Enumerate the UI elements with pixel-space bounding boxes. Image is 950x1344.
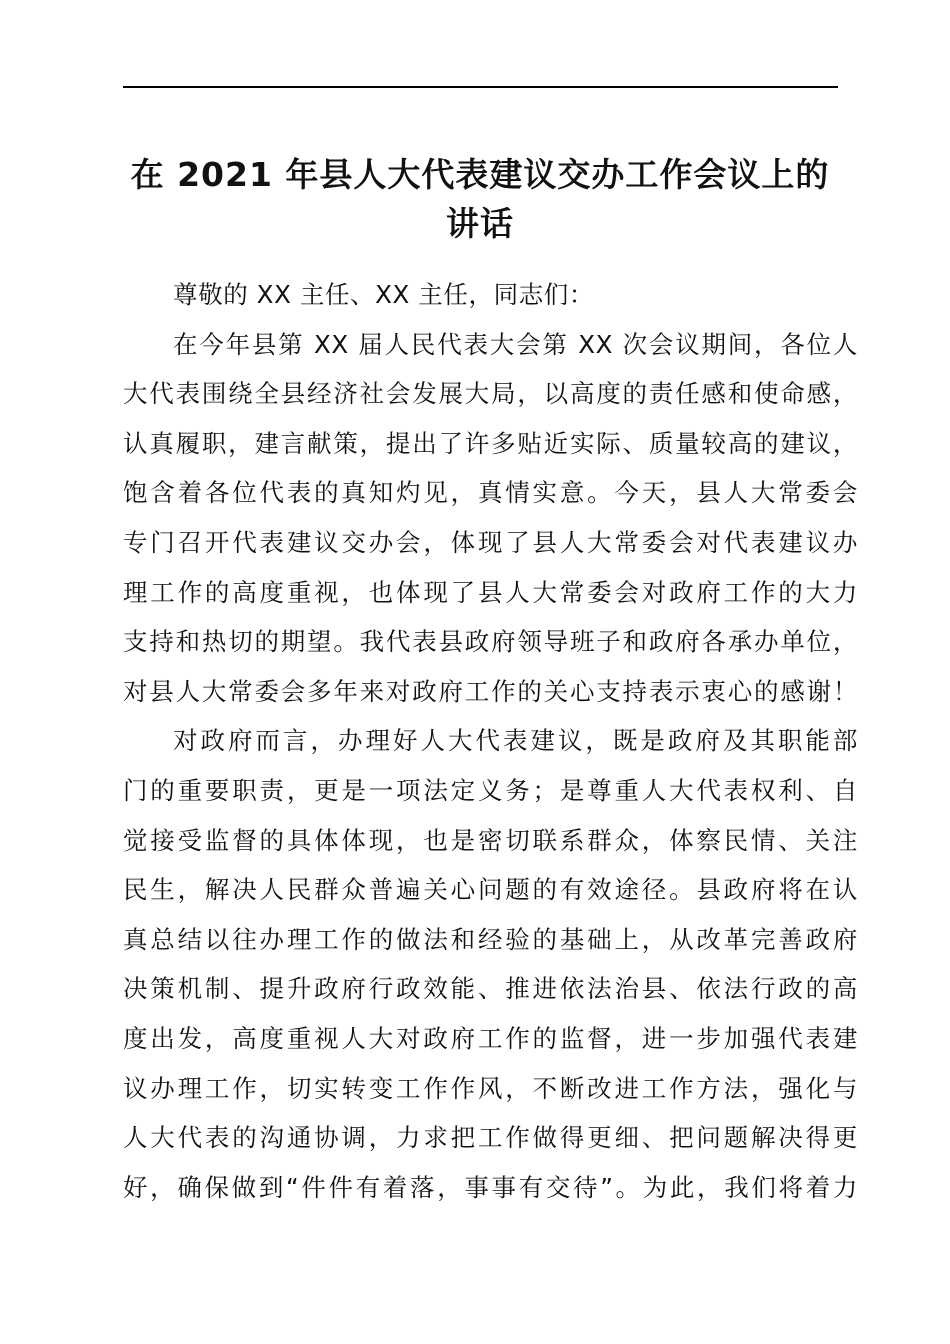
text-line: 人大代表的沟通协调，力求把工作做得更细、把问题解决得更 [123, 1123, 858, 1153]
text-line: 支持和热切的期望。我代表县政府领导班子和政府各承办单位， [123, 627, 858, 657]
text-line: 理工作的高度重视，也体现了县人大常委会对政府工作的大力 [123, 577, 858, 607]
speech-body [123, 270, 858, 1212]
text-line: 度出发，高度重视人大对政府工作的监督，进一步加强代表建 [123, 1023, 858, 1053]
salutation: 尊敬的 XX 主任、XX 主任，同志们： [173, 280, 594, 309]
text-line: 好，确保做到“件件有着落，事事有交待”。为此，我们将着力 [123, 1172, 858, 1202]
text-line: 对县人大常委会多年来对政府工作的关心支持表示衷心的感谢！ [123, 676, 858, 706]
text-line: 对政府而言，办理好人大代表建议，既是政府及其职能部 [173, 726, 858, 756]
text-line: 门的重要职责，更是一项法定义务；是尊重人大代表权利、自 [123, 775, 858, 805]
text-line: 在今年县第 XX 届人民代表大会第 XX 次会议期间，各位人 [173, 329, 858, 359]
text-line: 大代表围绕全县经济社会发展大局，以高度的责任感和使命感， [123, 379, 858, 409]
text-line: 觉接受监督的具体体现，也是密切联系群众，体察民情、关注 [123, 825, 858, 855]
text-line: 认真履职，建言献策，提出了许多贴近实际、质量较高的建议， [123, 428, 858, 458]
text-line: 专门召开代表建议交办会，体现了县人大常委会对代表建议办 [123, 527, 858, 557]
text-line: 饱含着各位代表的真知灼见，真情实意。今天，县人大常委会 [123, 478, 858, 508]
text-line: 决策机制、提升政府行政效能、推进依法治县、依法行政的高 [123, 974, 858, 1004]
title-line-1: 在 2021 年县人大代表建议交办工作会议上的 [130, 155, 830, 194]
text-line: 真总结以往办理工作的做法和经验的基础上，从改革完善政府 [123, 924, 858, 954]
speech-title [110, 150, 850, 248]
text-line: 议办理工作，切实转变工作作风，不断改进工作方法，强化与 [123, 1073, 858, 1103]
header-rule [123, 86, 838, 88]
text-line: 民生，解决人民群众普遍关心问题的有效途径。县政府将在认 [123, 875, 858, 905]
title-line-2: 讲话 [446, 204, 514, 243]
